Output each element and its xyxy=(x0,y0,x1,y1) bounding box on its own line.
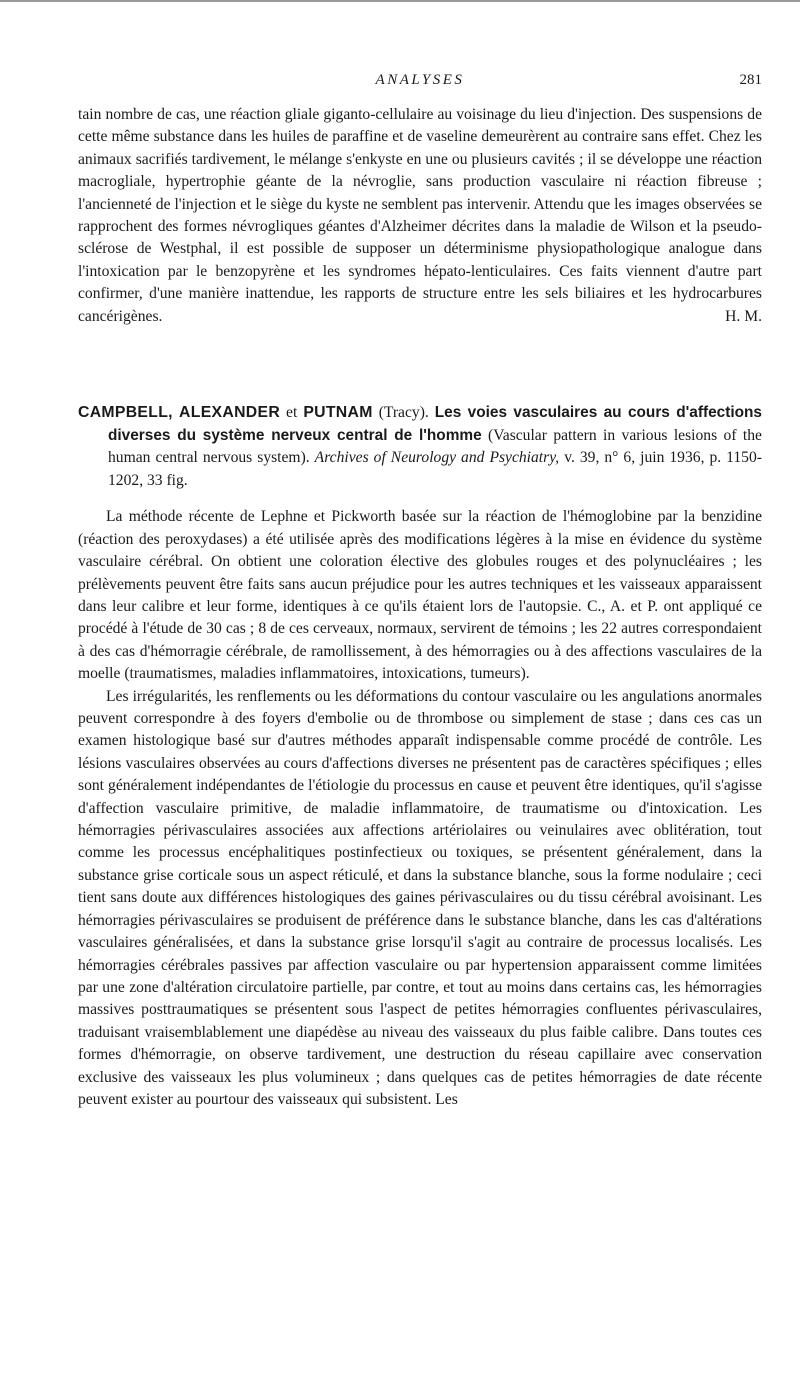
continuation-text: tain nombre de cas, une réaction gliale giganto-cellulaire au voisinage du lieu d'injection. Des suspensions de cette même substance dans les huiles de paraffine et de vaseline demeurèrent au contraire sans effet. Chez les animaux sacrifiés tardivement, le mélange s'enkyste en une ou plusieurs cavités ; il se développe une réaction macrogliale, hypertrophie géante de la névroglie, sans production vasculaire ni réaction fibreuse ; l'ancienneté de l'injection et le siège du kyste ne semblent pas intervenir. Attendu que les images observées se rapprochent des formes névrogliques géantes d'Alzheimer décrites dans la maladie de Wilson et la pseudo-sclérose de Westphal, il est possible de supposer un déterminisme physiopathologique analogue dans l'intoxication par le benzopyrène et les syndromes hépato-lenticulaires. Ces faits viennent d'autre part confirmer, d'une manière inattendue, les rapports de structure entre les sels biliaires et les hydrocarbures cancérigènes. xyxy=(78,106,762,325)
reviewer-signature: H. M. xyxy=(725,307,762,325)
page-number: 281 xyxy=(739,72,762,88)
top-border-rule xyxy=(0,0,800,2)
journal-name: Archives of Neurology and Psychiatry, xyxy=(314,449,560,467)
review-paragraph-2: Les irrégularités, les renflements ou les déformations du contour vasculaire ou les angulations anormales peuvent correspondre à des foyers d'embolie ou de thrombose ou simplement de stase ; dans ces cas un examen histologique basé sur d'autres méthodes apparaît indispensable comme procédé de contrôle. Les lésions vasculaires observées au cours d'affections diverses ne présentent pas de caractères spécifiques ; elles sont généralement indépendantes de l'étiologie du processus en cause et peuvent être identiques, qu'il s'agisse d'affection vasculaire primitive, de maladie inflammatoire, de traumatisme ou d'intoxication. Les hémorragies périvasculaires associées aux affections artériolaires ou veinulaires avec oblitération, tout comme les processus encéphalitiques postinfectieux ou toxiques, se présentent généralement, dans la substance grise corticale sous un aspect réticulé, et dans la substance blanche, sous la forme nodulaire ; ceci tient sans doute aux différences histologiques des gaines périvasculaires ou du tissu cérébral avoisinant. Les hémorragies périvasculaires se produisent de préférence dans le substance blanche, dans les cas d'altérations vasculaires généralisées, et dans la substance grise lorsqu'il s'agit au contraire de processus localisés. Les hémorragies cérébrales passives par affection vasculaire ou par hypertension apparaissent comme limitées par une zone d'altération circulatoire partielle, par contre, et tout au moins dans certains cas, les hémorragies massives posttraumatiques se présentent sous l'aspect de petites hémorragies confluentes périvasculaires, traduisant vraisemblablement une diapédèse au niveau des vaisseaux du plus faible calibre. Dans toutes ces formes d'hémorragie, on observe tardivement, une destruction du réseau capillaire avec conservation exclusive des vaisseaux les plus volumineux ; dans quelques cas de petites hémorragies de date récente peuvent exister au pourtour des vaisseaux qui subsistent. Les xyxy=(78,687,762,1108)
previous-review-continuation xyxy=(78,104,762,328)
review-title-english: (Vascular pattern in various lesions of the human central nervous system). xyxy=(108,426,762,467)
review-heading xyxy=(78,402,762,492)
review-title-french: Les voies vasculaires au cours d'affections diverses du système nerveux central de l'homme xyxy=(108,404,762,444)
running-title: ANALYSES xyxy=(375,72,465,88)
running-header xyxy=(78,72,762,94)
author-2: PUTNAM xyxy=(303,404,373,421)
campbell-putnam-review xyxy=(78,402,762,1111)
author-2-given-name: (Tracy). xyxy=(378,404,429,421)
author-conjunction: et xyxy=(286,404,298,421)
journal-citation: v. 39, n° 6, juin 1936, p. 1150-1202, 33 fig. xyxy=(108,449,762,489)
author-1: CAMPBELL, ALEXANDER xyxy=(78,404,281,421)
review-paragraph-1: La méthode récente de Lephne et Pickworth basée sur la réaction de l'hémoglobine par la benzidine (réaction des peroxydases) a été utilisée après des modifications légères à la mise en évidence du système vasculaire cérébral. On obtient une coloration élective des globules rouges et des polynucléaires ; les prélèvements peuvent être faits sans aucun préjudice pour les autres techniques et les vaisseaux apparaissent dans leur calibre et leur forme, identiques à ce qu'ils étaient lors de l'autopsie. C., A. et P. ont appliqué ce procédé à l'étude de 30 cas ; 8 de ces cerveaux, normaux, servirent de témoins ; les 22 autres correspondaient à des cas d'hémorragie cérébrale, de ramollissement, à des hémorragies ou à des affections vasculaires de la moelle (traumatismes, maladies inflammatoires, intoxications, tumeurs). xyxy=(78,508,762,683)
continuation-paragraph xyxy=(78,104,762,328)
